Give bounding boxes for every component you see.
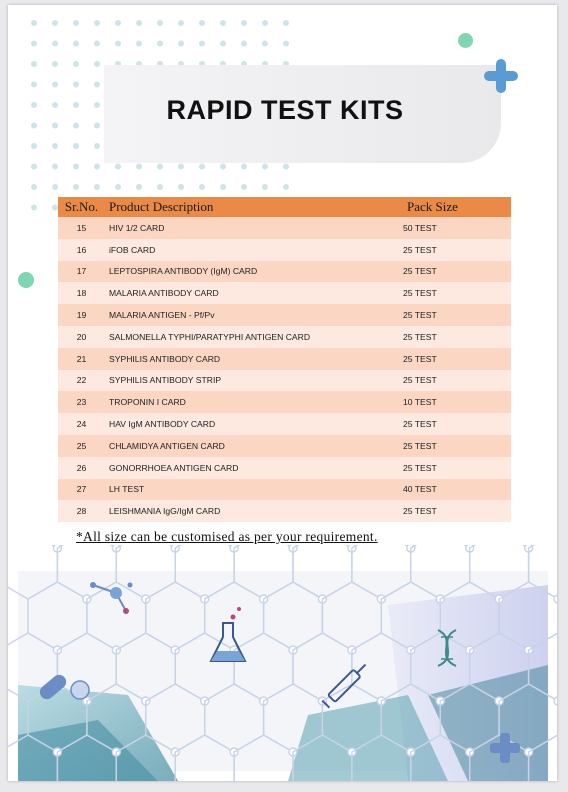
- pattern-dot: [136, 184, 142, 190]
- pack-size-cell: 25 TEST: [395, 413, 511, 435]
- product-description-cell: SALMONELLA TYPHI/PARATYPHI ANTIGEN CARD: [105, 326, 395, 348]
- sr-no-cell: 28: [58, 500, 105, 522]
- product-description-cell: LEISHMANIA IgG/IgM CARD: [105, 500, 395, 522]
- header-sr-no: Sr.No.: [58, 197, 105, 217]
- sr-no-cell: 16: [58, 239, 105, 261]
- product-description-cell: MALARIA ANTIBODY CARD: [105, 282, 395, 304]
- sr-no-cell: 18: [58, 282, 105, 304]
- pattern-dot: [283, 41, 289, 47]
- pack-size-cell: 40 TEST: [395, 479, 511, 501]
- pack-size-cell: 25 TEST: [395, 304, 511, 326]
- pattern-dot: [136, 41, 142, 47]
- pattern-dot: [52, 164, 58, 170]
- pack-size-cell: 10 TEST: [395, 391, 511, 413]
- pattern-dot: [220, 184, 226, 190]
- pattern-dot: [52, 82, 58, 88]
- pattern-dot: [178, 20, 184, 26]
- rapid-test-kits-table: [58, 197, 511, 522]
- product-description-cell: HIV 1/2 CARD: [105, 217, 395, 239]
- pattern-dot: [52, 102, 58, 108]
- pattern-dot: [157, 20, 163, 26]
- pattern-dot: [52, 143, 58, 149]
- pattern-dot: [199, 20, 205, 26]
- pattern-dot: [73, 61, 79, 67]
- pattern-dot: [262, 184, 268, 190]
- pack-size-cell: 25 TEST: [395, 282, 511, 304]
- pattern-dot: [178, 184, 184, 190]
- pattern-dot: [52, 61, 58, 67]
- plus-icon: [482, 57, 520, 95]
- table-row: [58, 435, 511, 457]
- pattern-dot: [31, 41, 37, 47]
- pack-size-cell: 25 TEST: [395, 261, 511, 283]
- table-row: [58, 413, 511, 435]
- sr-no-cell: 17: [58, 261, 105, 283]
- pattern-dot: [52, 184, 58, 190]
- sr-no-cell: 26: [58, 457, 105, 479]
- customisation-note: *All size can be customised as per your requirement.: [76, 529, 378, 544]
- pattern-dot: [94, 164, 100, 170]
- pattern-dot: [136, 164, 142, 170]
- pattern-dot: [136, 20, 142, 26]
- table-row: [58, 217, 511, 239]
- pattern-dot: [94, 20, 100, 26]
- pack-size-cell: 25 TEST: [395, 435, 511, 457]
- pattern-dot: [73, 143, 79, 149]
- header-product-description: Product Description: [105, 197, 395, 217]
- product-description-cell: SYPHILIS ANTIBODY STRIP: [105, 370, 395, 392]
- pattern-dot: [157, 164, 163, 170]
- pack-size-cell: 50 TEST: [395, 217, 511, 239]
- pattern-dot: [241, 184, 247, 190]
- pattern-dot: [73, 184, 79, 190]
- table-row: [58, 261, 511, 283]
- pack-size-cell: 25 TEST: [395, 370, 511, 392]
- pattern-dot: [31, 20, 37, 26]
- pattern-dot: [73, 41, 79, 47]
- pattern-dot: [94, 143, 100, 149]
- pattern-dot: [31, 184, 37, 190]
- green-circle-decoration: [458, 33, 473, 48]
- pack-size-cell: 25 TEST: [395, 348, 511, 370]
- product-description-cell: HAV IgM ANTIBODY CARD: [105, 413, 395, 435]
- table-row: [58, 457, 511, 479]
- product-description-cell: LEPTOSPIRA ANTIBODY (IgM) CARD: [105, 261, 395, 283]
- pattern-dot: [199, 184, 205, 190]
- pattern-dot: [73, 164, 79, 170]
- pattern-dot: [283, 184, 289, 190]
- table-row: [58, 326, 511, 348]
- table-row: [58, 370, 511, 392]
- pattern-dot: [31, 102, 37, 108]
- pattern-dot: [283, 164, 289, 170]
- pattern-dot: [262, 164, 268, 170]
- sr-no-cell: 20: [58, 326, 105, 348]
- table-row: [58, 391, 511, 413]
- product-description-cell: GONORRHOEA ANTIGEN CARD: [105, 457, 395, 479]
- pattern-dot: [31, 205, 37, 211]
- pattern-dot: [220, 20, 226, 26]
- pattern-dot: [94, 82, 100, 88]
- pattern-dot: [115, 184, 121, 190]
- table-row: [58, 500, 511, 522]
- sr-no-cell: 19: [58, 304, 105, 326]
- sr-no-cell: 27: [58, 479, 105, 501]
- pattern-dot: [178, 41, 184, 47]
- pattern-dot: [94, 184, 100, 190]
- sr-no-cell: 15: [58, 217, 105, 239]
- pattern-dot: [94, 102, 100, 108]
- document-page: [8, 5, 557, 781]
- medical-hexagon-artwork: [8, 545, 557, 781]
- pattern-dot: [115, 20, 121, 26]
- pattern-dot: [73, 82, 79, 88]
- table-row: [58, 479, 511, 501]
- pattern-dot: [94, 61, 100, 67]
- pattern-dot: [241, 41, 247, 47]
- green-circle-decoration-left: [18, 272, 34, 288]
- sr-no-cell: 24: [58, 413, 105, 435]
- pattern-dot: [52, 123, 58, 129]
- pack-size-cell: 25 TEST: [395, 326, 511, 348]
- pattern-dot: [52, 41, 58, 47]
- pattern-dot: [115, 41, 121, 47]
- table-row: [58, 239, 511, 261]
- pattern-dot: [115, 164, 121, 170]
- pattern-dot: [262, 20, 268, 26]
- product-description-cell: TROPONIN I CARD: [105, 391, 395, 413]
- pattern-dot: [94, 41, 100, 47]
- pattern-dot: [178, 164, 184, 170]
- pattern-dot: [220, 41, 226, 47]
- pattern-dot: [31, 123, 37, 129]
- pattern-dot: [262, 41, 268, 47]
- pack-size-cell: 25 TEST: [395, 239, 511, 261]
- pattern-dot: [157, 184, 163, 190]
- pattern-dot: [94, 123, 100, 129]
- pattern-dot: [199, 164, 205, 170]
- page-title: RAPID TEST KITS: [166, 95, 404, 125]
- pattern-dot: [283, 20, 289, 26]
- pattern-dot: [73, 20, 79, 26]
- pack-size-cell: 25 TEST: [395, 457, 511, 479]
- product-description-cell: MALARIA ANTIGEN - Pf/Pv: [105, 304, 395, 326]
- pattern-dot: [241, 20, 247, 26]
- pattern-dot: [31, 143, 37, 149]
- sr-no-cell: 23: [58, 391, 105, 413]
- pattern-dot: [73, 123, 79, 129]
- sr-no-cell: 21: [58, 348, 105, 370]
- pattern-dot: [31, 164, 37, 170]
- hexagon-node: [554, 595, 557, 603]
- pattern-dot: [241, 164, 247, 170]
- table-header-row: [58, 197, 511, 217]
- pattern-dot: [31, 61, 37, 67]
- hexagon-node: [554, 697, 557, 705]
- table-row: [58, 282, 511, 304]
- pack-size-cell: 25 TEST: [395, 500, 511, 522]
- product-description-cell: SYPHILIS ANTIBODY CARD: [105, 348, 395, 370]
- pattern-dot: [31, 82, 37, 88]
- table-row: [58, 304, 511, 326]
- product-description-cell: LH TEST: [105, 479, 395, 501]
- pattern-dot: [52, 20, 58, 26]
- product-description-cell: CHLAMIDYA ANTIGEN CARD: [105, 435, 395, 457]
- header-pack-size: Pack Size: [395, 197, 511, 217]
- pattern-dot: [199, 41, 205, 47]
- pattern-dot: [157, 41, 163, 47]
- product-description-cell: iFOB CARD: [105, 239, 395, 261]
- sr-no-cell: 22: [58, 370, 105, 392]
- pattern-dot: [220, 164, 226, 170]
- sr-no-cell: 25: [58, 435, 105, 457]
- table-row: [58, 348, 511, 370]
- pattern-dot: [73, 102, 79, 108]
